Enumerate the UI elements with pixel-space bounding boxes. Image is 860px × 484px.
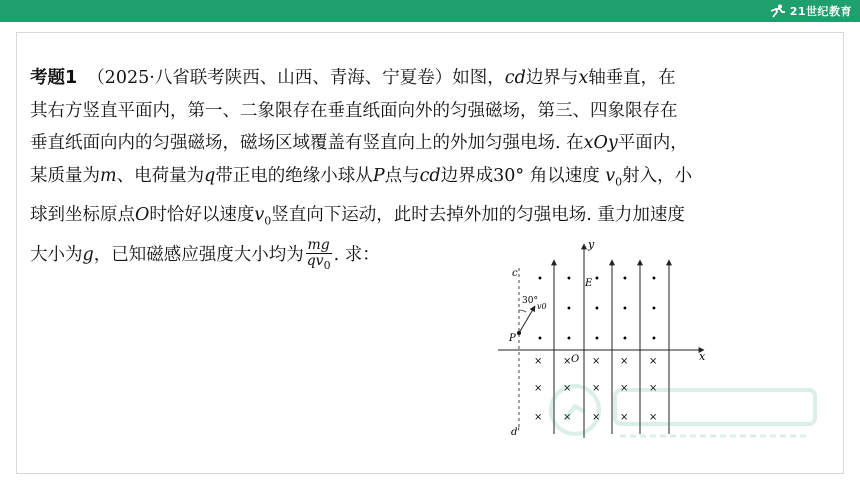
cross-mark: × — [563, 383, 572, 394]
text-run: 球到坐标原点 — [30, 204, 135, 225]
text-run: 点与 — [384, 165, 420, 186]
cross-mark: × — [592, 356, 601, 367]
label-d: d' — [511, 427, 521, 438]
var-m: m — [100, 165, 117, 186]
subscript: 0 — [615, 175, 623, 188]
text-run: 轴垂直，在 — [588, 68, 676, 88]
label-y: y — [588, 238, 595, 251]
var-q: q — [204, 165, 216, 186]
angle-arc — [519, 310, 526, 312]
dot-mark: • — [622, 334, 628, 345]
dot-mark: • — [566, 334, 572, 345]
watermark-logo-icon — [540, 372, 840, 452]
fraction-numerator: mg — [307, 236, 330, 253]
cross-mark: × — [649, 356, 658, 367]
text-run: . 求： — [333, 244, 380, 265]
dot-mark: • — [651, 304, 657, 315]
cross-mark: × — [592, 383, 601, 394]
dot-mark: • — [594, 304, 600, 315]
cross-mark: × — [620, 383, 629, 394]
cross-mark: × — [592, 412, 601, 423]
dot-mark: • — [622, 274, 628, 285]
cross-mark: × — [620, 356, 629, 367]
cross-mark: × — [534, 356, 543, 367]
text-run: ，已知磁感应强度大小均为 — [93, 244, 304, 265]
var-qv: qv — [306, 252, 324, 269]
problem-source: （2025·八省联考陕西、山西、青海、宁夏卷） — [87, 68, 453, 88]
label-O: O — [571, 354, 580, 365]
brand-text: 21世纪教育 — [789, 5, 852, 18]
brand-logo — [770, 3, 852, 19]
text-run: 时恰好以速度 — [149, 204, 255, 225]
label-c: c — [512, 268, 518, 279]
text-run: 边界成30° 角以速度 — [440, 165, 606, 186]
var-x: x — [578, 68, 589, 88]
dot-mark: • — [622, 304, 628, 315]
text-run: 如图， — [452, 68, 505, 88]
dot-mark: • — [651, 334, 657, 345]
label-angle: 30° — [522, 296, 538, 306]
cross-mark: × — [534, 412, 543, 423]
dot-mark: • — [537, 274, 543, 285]
problem-line-6 — [30, 238, 842, 273]
subscript: 0 — [264, 214, 272, 227]
problem-line-4 — [30, 160, 842, 199]
dot-mark: • — [566, 304, 572, 315]
text-run: 大小为 — [30, 244, 83, 265]
field-out-dots — [537, 274, 657, 345]
dot-mark: • — [651, 274, 657, 285]
top-banner — [0, 0, 860, 22]
label-v0: v0 — [537, 302, 547, 311]
label-x: x — [699, 350, 706, 363]
problem-line-1 — [30, 62, 842, 95]
dot-mark: • — [566, 274, 572, 285]
var-g: g — [82, 244, 94, 265]
cross-mark: × — [563, 356, 572, 367]
cross-mark: × — [649, 412, 658, 423]
problem-label: 考题1 — [30, 68, 78, 88]
text-run: 、电荷量为 — [116, 165, 205, 186]
dot-mark: • — [594, 274, 600, 285]
text-run: 垂直纸面向内的匀强磁场，磁场区域覆盖有竖直向上的外加匀强电场. 在 — [30, 133, 584, 153]
fraction-mg-over-qv0 — [305, 238, 333, 273]
text-run: 平面内， — [617, 133, 688, 153]
label-P: P — [509, 333, 516, 344]
text-run: 射入，小 — [622, 165, 693, 186]
var-v: v — [605, 165, 616, 186]
dot-mark: • — [537, 334, 543, 345]
cross-mark: × — [563, 412, 572, 423]
var-v: v — [254, 204, 265, 225]
dot-mark: • — [594, 334, 600, 345]
var-xoy: xOy — [583, 133, 618, 153]
text-run: 竖直向下运动，此时去掉外加的匀强电场. 重力加速度 — [271, 204, 685, 225]
fraction-denominator — [305, 254, 333, 273]
problem-line-5 — [30, 199, 842, 238]
var-cd: cd — [419, 165, 441, 186]
var-cd: cd — [504, 68, 526, 88]
subscript: 0 — [323, 258, 331, 272]
problem-line-2: 其右方竖直平面内，第一、二象限存在垂直纸面向外的匀强磁场，第三、四象限存在 — [30, 100, 678, 121]
var-O: O — [135, 204, 150, 225]
label-E: E — [585, 278, 593, 289]
cross-mark: × — [620, 412, 629, 423]
text-run: 边界与 — [525, 68, 579, 88]
problem-line-3 — [30, 127, 842, 160]
cross-mark: × — [534, 383, 543, 394]
text-run: 某质量为 — [30, 165, 100, 186]
runner-logo-icon — [770, 4, 786, 18]
problem-text — [30, 62, 842, 272]
text-run: 带正电的绝缘小球从 — [215, 165, 373, 186]
cross-mark: × — [649, 383, 658, 394]
var-P: P — [372, 165, 385, 186]
